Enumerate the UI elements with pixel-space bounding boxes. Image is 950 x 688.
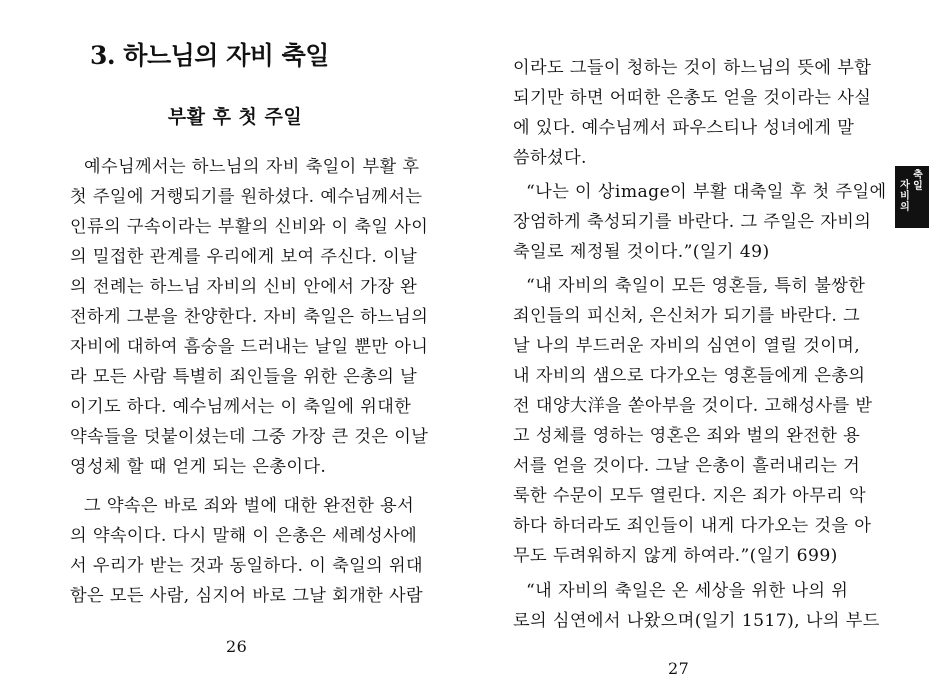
side-tab-column xyxy=(899,180,911,213)
text-line: “내 자비의 축일은 온 세상을 위한 나의 위 xyxy=(526,581,849,601)
text-line: 전 대양大洋을 쏟아부을 것이다. 고해성사를 받 xyxy=(513,396,873,416)
text-line: 로의 심연에서 나왔으며(일기 1517), 나의 부드 xyxy=(513,611,880,631)
side-tab-char: 비 xyxy=(900,191,910,202)
text-line: 약속들을 덧붙이셨는데 그중 가장 큰 것은 이날 xyxy=(70,427,429,447)
text-line: 전하게 그분을 찬양한다. 자비 축일은 하느님의 xyxy=(70,307,429,327)
text-line: 예수님께서는 하느님의 자비 축일이 부활 후 xyxy=(84,157,420,177)
text-line: 에 있다. 예수님께서 파우스티나 성녀에게 말 xyxy=(513,118,855,138)
text-line: 의 약속이다. 다시 말해 이 은총은 세례성사에 xyxy=(70,526,418,546)
right-page xyxy=(478,0,950,688)
side-tab-char: 축 xyxy=(913,170,923,181)
text-line: 인류의 구속이라는 부활의 신비와 이 축일 사이 xyxy=(70,217,429,237)
text-line: 이기도 하다. 예수님께서는 이 축일에 위대한 xyxy=(70,397,412,417)
text-line: 죄인들의 피신처, 은신처가 되기를 바란다. 그 xyxy=(513,306,861,326)
text-line: 룩한 수문이 모두 열린다. 지은 죄가 아무리 악 xyxy=(513,486,866,506)
left-page xyxy=(0,0,470,688)
text-line: 의 전례는 하느님 자비의 신비 안에서 가장 완 xyxy=(70,277,418,297)
text-line: 첫 주일에 거행되기를 원하셨다. 예수님께서는 xyxy=(70,187,423,207)
text-line: 되기만 하면 어떠한 은총도 얻을 것이라는 사실 xyxy=(513,88,872,108)
text-line: “내 자비의 축일이 모든 영혼들, 특히 불쌍한 xyxy=(526,276,866,296)
page-number: 27 xyxy=(668,659,690,678)
text-line: 서를 얻을 것이다. 그날 은총이 흘러내리는 거 xyxy=(513,456,861,476)
side-tab-column xyxy=(912,170,924,192)
text-line: 하다 하더라도 죄인들이 내게 다가오는 것을 아 xyxy=(513,516,872,536)
text-line: 고 성체를 영하는 영혼은 죄와 벌의 완전한 용 xyxy=(513,426,861,446)
text-line: 내 자비의 샘으로 다가오는 영혼들에게 은총의 xyxy=(513,366,866,386)
text-line: 이라도 그들이 청하는 것이 하느님의 뜻에 부합 xyxy=(513,58,872,78)
side-tab-char: 일 xyxy=(913,181,923,192)
text-line: 무도 두려워하지 않게 하여라.”(일기 699) xyxy=(513,546,838,566)
side-tab-char: 의 xyxy=(900,202,910,213)
page-number: 26 xyxy=(226,637,248,656)
text-line: 영성체 할 때 얻게 되는 은총이다. xyxy=(70,457,327,477)
chapter-title: 3. 하느님의 자비 축일 xyxy=(90,41,329,70)
text-line: 자비에 대하여 흠숭을 드러내는 날일 뿐만 아니 xyxy=(70,337,429,357)
chapter-side-tab xyxy=(895,166,929,228)
section-title: 부활 후 첫 주일 xyxy=(167,106,303,128)
text-line: 함은 모든 사람, 심지어 바로 그날 회개한 사람 xyxy=(70,586,423,606)
text-line: 장엄하게 축성되기를 바란다. 그 주일은 자비의 xyxy=(513,212,872,232)
text-line: 씀하셨다. xyxy=(513,148,587,168)
text-line: 날 나의 부드러운 자비의 심연이 열릴 것이며, xyxy=(513,336,861,356)
text-line: 축일로 제정될 것이다.”(일기 49) xyxy=(513,242,770,262)
text-line: 서 우리가 받는 것과 동일하다. 이 축일의 위대 xyxy=(70,556,423,576)
text-line: 의 밀접한 관계를 우리에게 보여 주신다. 이날 xyxy=(70,247,418,267)
text-line: 라 모든 사람 특별히 죄인들을 위한 은총의 날 xyxy=(70,367,418,387)
side-tab-char: 자 xyxy=(900,180,910,191)
text-line: “나는 이 상image이 부활 대축일 후 첫 주일에 xyxy=(526,182,887,202)
text-line: 그 약속은 바로 죄와 벌에 대한 완전한 용서 xyxy=(84,496,415,516)
